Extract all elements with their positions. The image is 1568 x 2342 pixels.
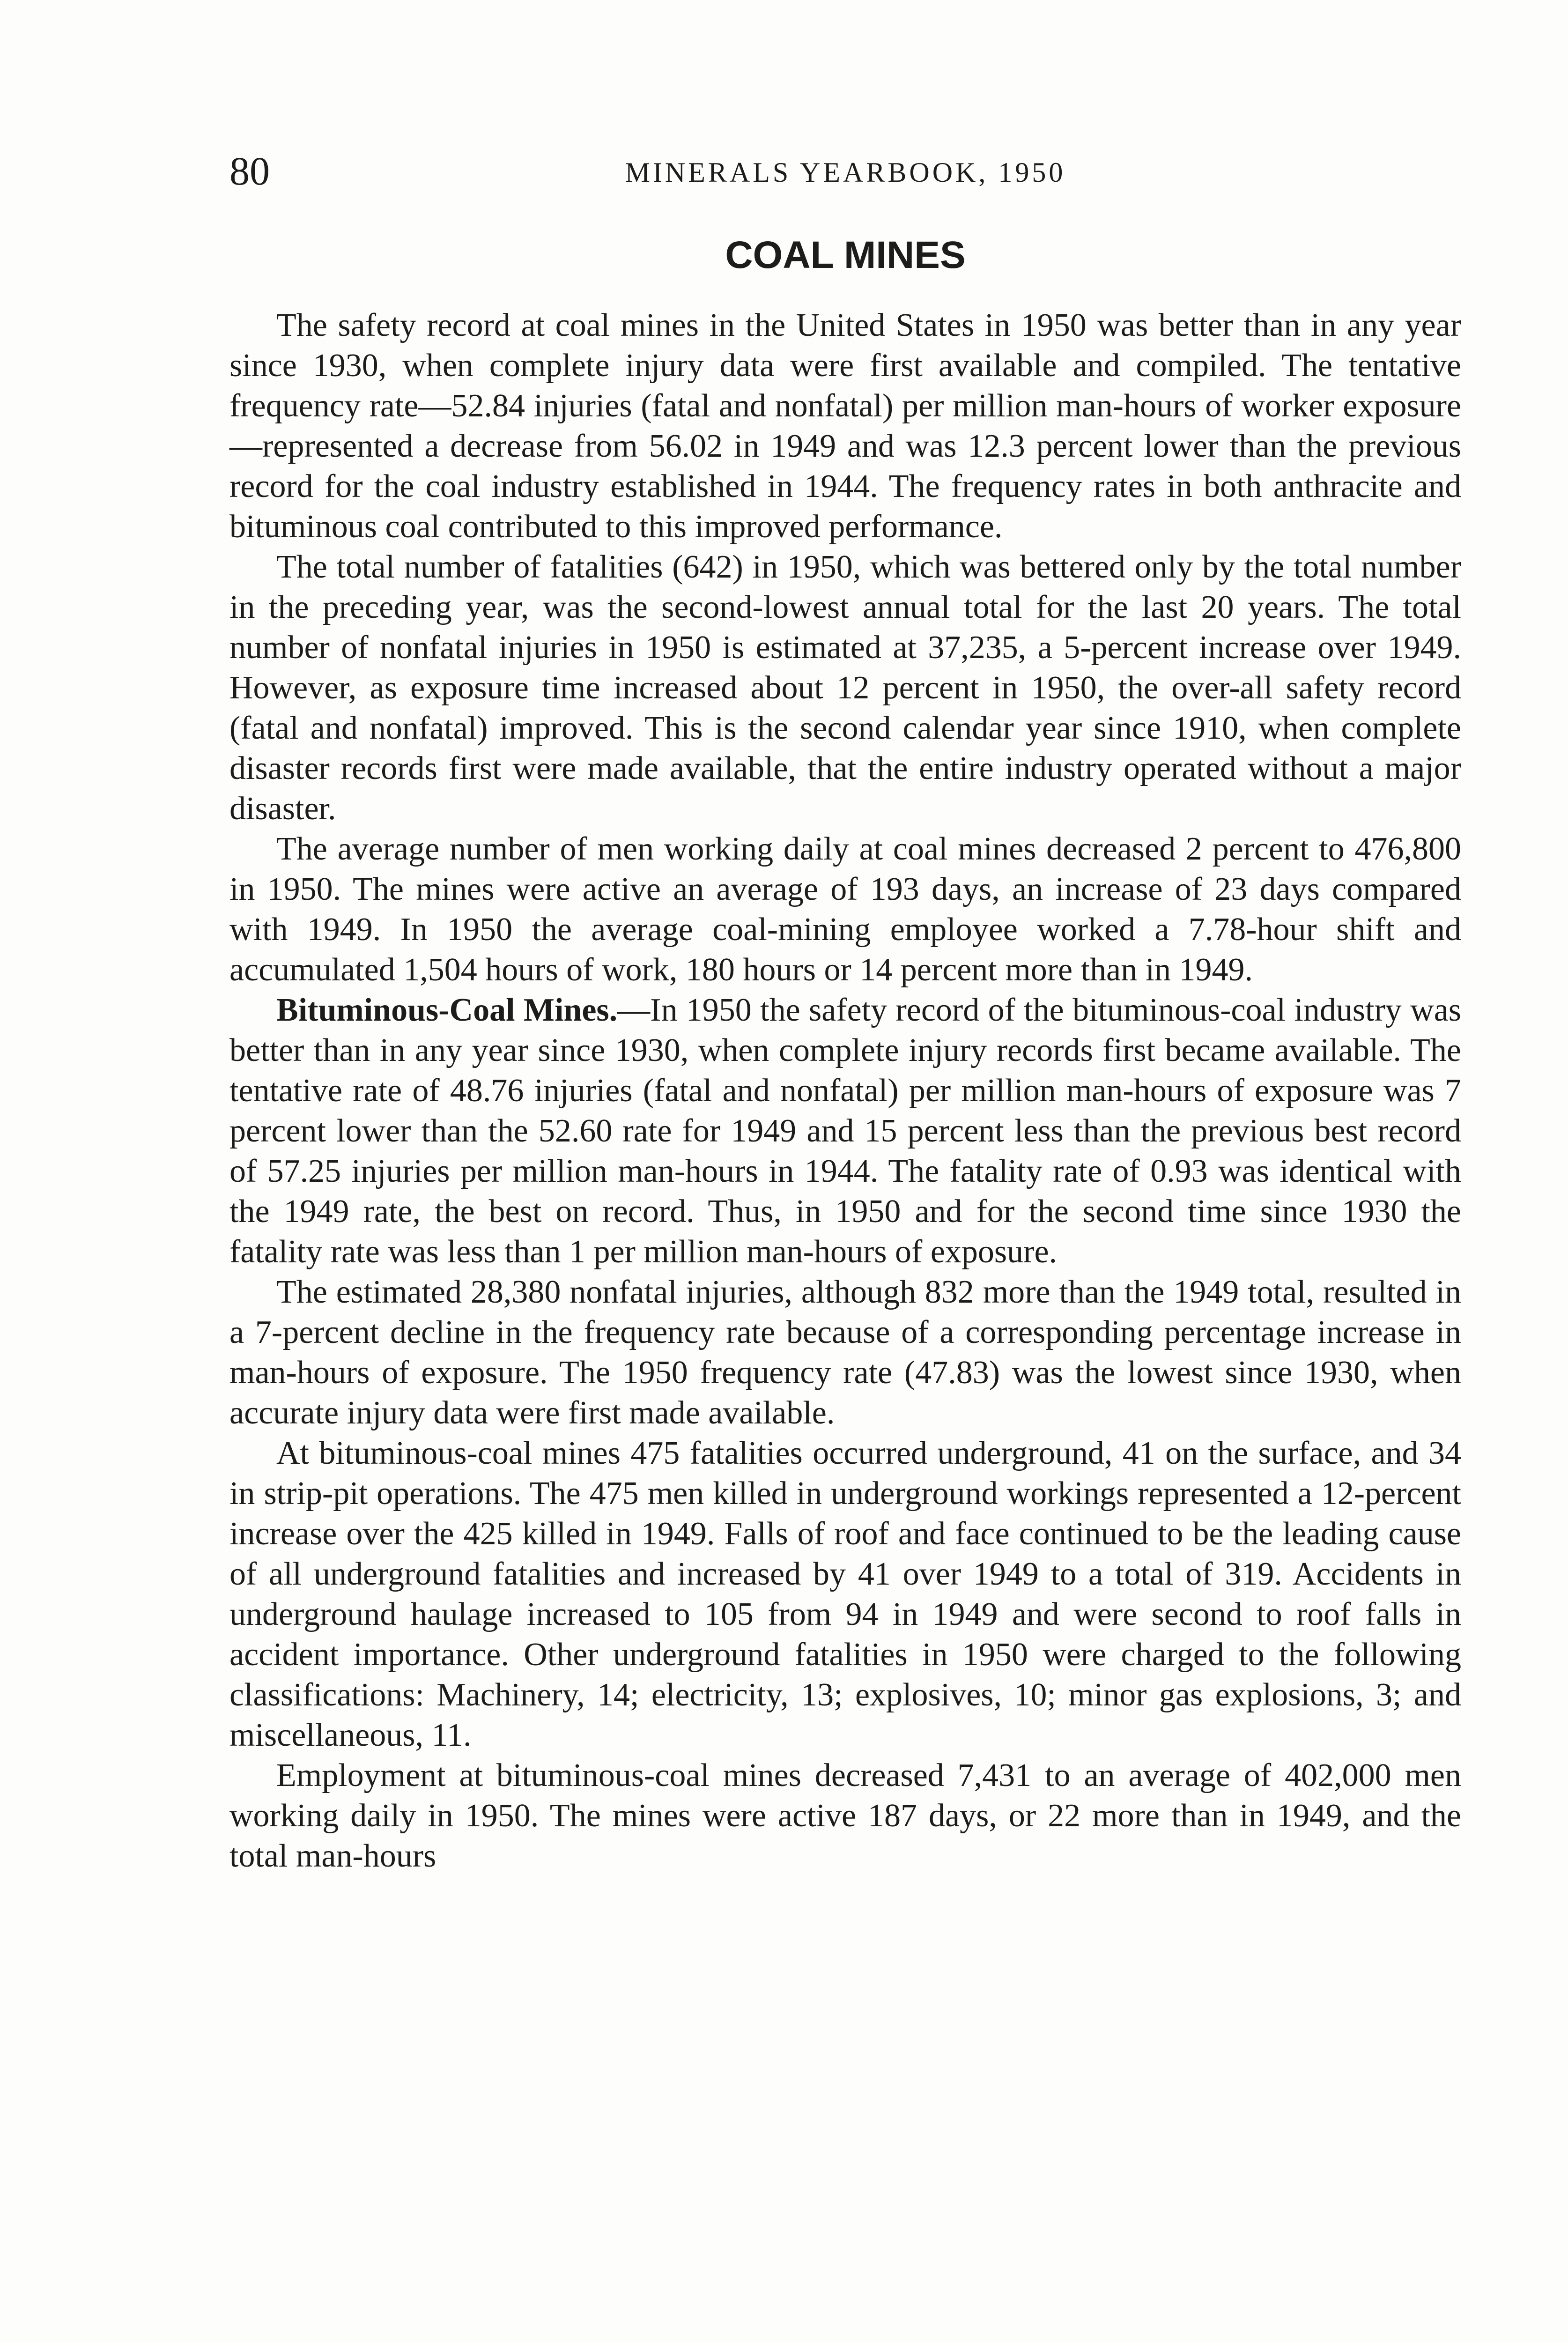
section-title: COAL MINES: [725, 234, 966, 276]
paragraph-text: The estimated 28,380 nonfatal injuries, although 832 more than the 1949 total, resulted in a 7-percent decline in the frequency rate because of a corresponding percentage increase in man-hours of exposure. The 1950 frequency rate (47.83) was the lowest since 1930, when accurate injury data were first made available.: [229, 1274, 1461, 1431]
subsection-heading: Bituminous-Coal Mines.: [276, 992, 618, 1028]
paragraph: [229, 305, 1461, 547]
paragraph-text: The safety record at coal mines in the United States in 1950 was better than in any year since 1930, when complete injury data were first available and compiled. The tentative frequency rate—52.84 injuries (fatal and nonfatal) per million man-hours of worker exposure—represented a decrease from 56.02 in 1949 and was 12.3 percent lower than the previous record for the coal industry established in 1944. The frequency rates in both anthracite and bituminous coal contributed to this improved performance.: [229, 307, 1461, 545]
paragraph: [229, 1433, 1461, 1756]
running-header: [229, 145, 1461, 197]
paragraph: [229, 990, 1461, 1272]
book-title: MINERALS YEARBOOK, 1950: [625, 157, 1066, 188]
paragraph-text: The total number of fatalities (642) in 1950, which was bettered only by the total number in the preceding year, was the second-lowest annual total for the last 20 years. The total number of nonfatal injuries in 1950 is estimated at 37,235, a 5-percent increase over 1949. However, as exposure time increased about 12 percent in 1950, the over-all safety record (fatal and nonfatal) improved. This is the second calendar year since 1910, when complete disaster records first were made available, that the entire industry operated without a major disaster.: [229, 549, 1461, 827]
paragraph-text: Employment at bituminous-coal mines decreased 7,431 to an average of 402,000 men working daily in 1950. The mines were active 187 days, or 22 more than in 1949, and the total man-hours: [229, 1757, 1461, 1874]
paragraph: [229, 547, 1461, 829]
body-text: [229, 305, 1461, 1876]
paragraph: [229, 829, 1461, 990]
paragraph-text: At bituminous-coal mines 475 fatalities occurred underground, 41 on the surface, and 34 in strip-pit operations. The 475 men killed in underground workings represented a 12-percent increase over the 425 killed in 1949. Falls of roof and face continued to be the leading cause of all underground fatalities and increased by 41 over 1949 to a total of 319. Accidents in underground haulage increased to 105 from 94 in 1949 and were second to roof falls in accident importance. Other underground fatalities in 1950 were charged to the following classifications: Machinery, 14; electricity, 13; explosives, 10; minor gas explosions, 3; and miscellaneous, 11.: [229, 1435, 1461, 1753]
paragraph: [229, 1756, 1461, 1876]
paragraph-text: The average number of men working daily at coal mines decreased 2 percent to 476,800 in 1950. The mines were active an average of 193 days, an increase of 23 days compared with 1949. In 1950 the average coal-mining employee worked a 7.78-hour shift and accumulated 1,504 hours of work, 180 hours or 14 percent more than in 1949.: [229, 831, 1461, 988]
paragraph-text: —In 1950 the safety record of the bituminous-coal industry was better than in any year since 1930, when complete injury records first became available. The tentative rate of 48.76 injuries (fatal and nonfatal) per million man-hours of exposure was 7 percent lower than the 52.60 rate for 1949 and 15 percent less than the previous best record of 57.25 injuries per million man-hours in 1944. The fatality rate of 0.93 was identical with the 1949 rate, the best on record. Thus, in 1950 and for the second time since 1930 the fatality rate was less than 1 per million man-hours of exposure.: [229, 992, 1462, 1270]
paragraph: [229, 1272, 1461, 1433]
page-number: 80: [229, 148, 270, 193]
